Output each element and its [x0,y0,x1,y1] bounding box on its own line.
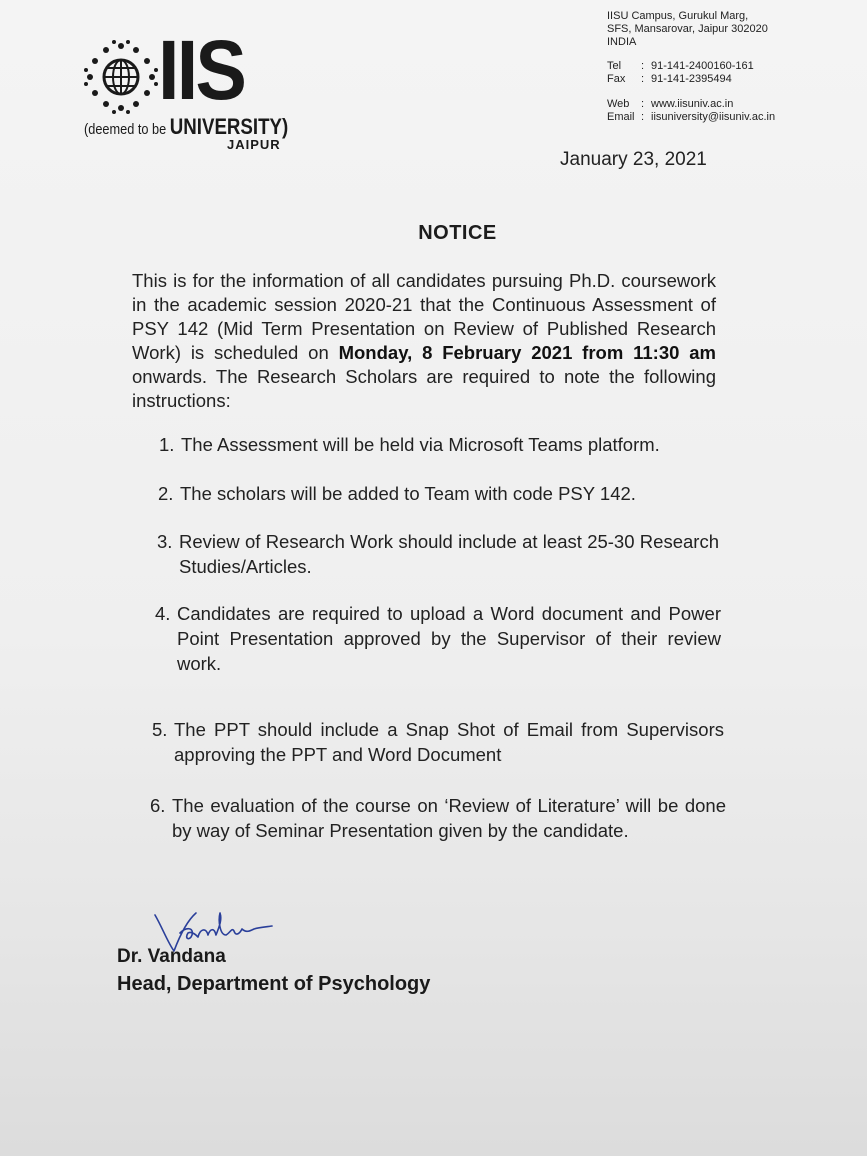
contact-value: 91-141-2400160-161 [651,60,754,72]
contact-web [607,98,775,111]
list-item [150,793,726,843]
item-text: The PPT should include a Snap Shot of Email from Supervisors approving the PPT and Word Document [174,719,724,765]
intro-text: onwards. The Research Scholars are required to note the following instructions: [132,366,716,411]
item-number: 2. [158,483,174,504]
item-number: 1. [159,434,175,455]
contact-email [607,111,775,124]
contact-block [607,60,775,124]
contact-value: www.iisuniv.ac.in [651,98,734,110]
signatory-name: Dr. Vandana [117,946,226,967]
contact-separator: : [641,60,645,72]
notice-intro [132,269,716,413]
item-text: Review of Research Work should include at least 25-30 Research Studies/Articles. [179,531,719,577]
contact-value: 91-141-2395494 [651,73,732,85]
item-text: The evaluation of the course on ‘Review of Literature’ will be done by way of Seminar Presentation given by the candidate. [172,795,726,841]
item-number: 6. [150,795,166,816]
address-line: INDIA [607,36,637,48]
notice-title: NOTICE [418,222,497,244]
university-text: UNIVERSITY) [169,114,289,139]
contact-label: Tel [607,60,622,72]
list-item [152,717,724,767]
contact-label: Web [607,98,630,110]
item-number: 4. [155,603,171,624]
deemed-text: (deemed to be [84,121,167,138]
notice-date: January 23, 2021 [560,149,707,170]
address-block [607,10,768,49]
list-item [159,432,721,457]
item-number: 3. [157,531,173,552]
globe-emblem-icon [84,40,158,114]
contact-separator: : [641,73,645,85]
logo-city: JAIPUR [227,137,281,152]
university-logo [84,23,304,156]
list-item [157,529,719,579]
contact-label: Email [607,111,635,123]
list-item [155,601,721,676]
signatory-designation: Head, Department of Psychology [117,973,431,995]
contact-separator: : [641,98,645,110]
item-text: The Assessment will be held via Microsoft Teams platform. [181,434,660,455]
contact-separator: : [641,111,645,123]
intro-text: This is for the information of all candidates pursuing Ph.D. coursework in the academic session 2020-21 that the Continuous Assessment of PSY 142 (Mid Term Presentation on Review of Published Research Work) is scheduled on [132,270,716,363]
contact-fax [607,73,775,86]
address-line: SFS, Mansarovar, Jaipur 302020 [607,23,768,35]
list-item [158,481,720,506]
contact-tel [607,60,775,73]
contact-label: Fax [607,73,626,85]
contact-value: iisuniversity@iisuniv.ac.in [651,111,776,123]
item-number: 5. [152,719,168,740]
item-text: The scholars will be added to Team with code PSY 142. [180,483,636,504]
intro-highlight: Monday, 8 February 2021 from 11:30 am [338,342,716,363]
item-text: Candidates are required to upload a Word document and Power Point Presentation approved by the Supervisor of their review work. [177,603,721,674]
logo-wordmark: IIS [158,23,245,117]
address-line: IISU Campus, Gurukul Marg, [607,10,749,22]
